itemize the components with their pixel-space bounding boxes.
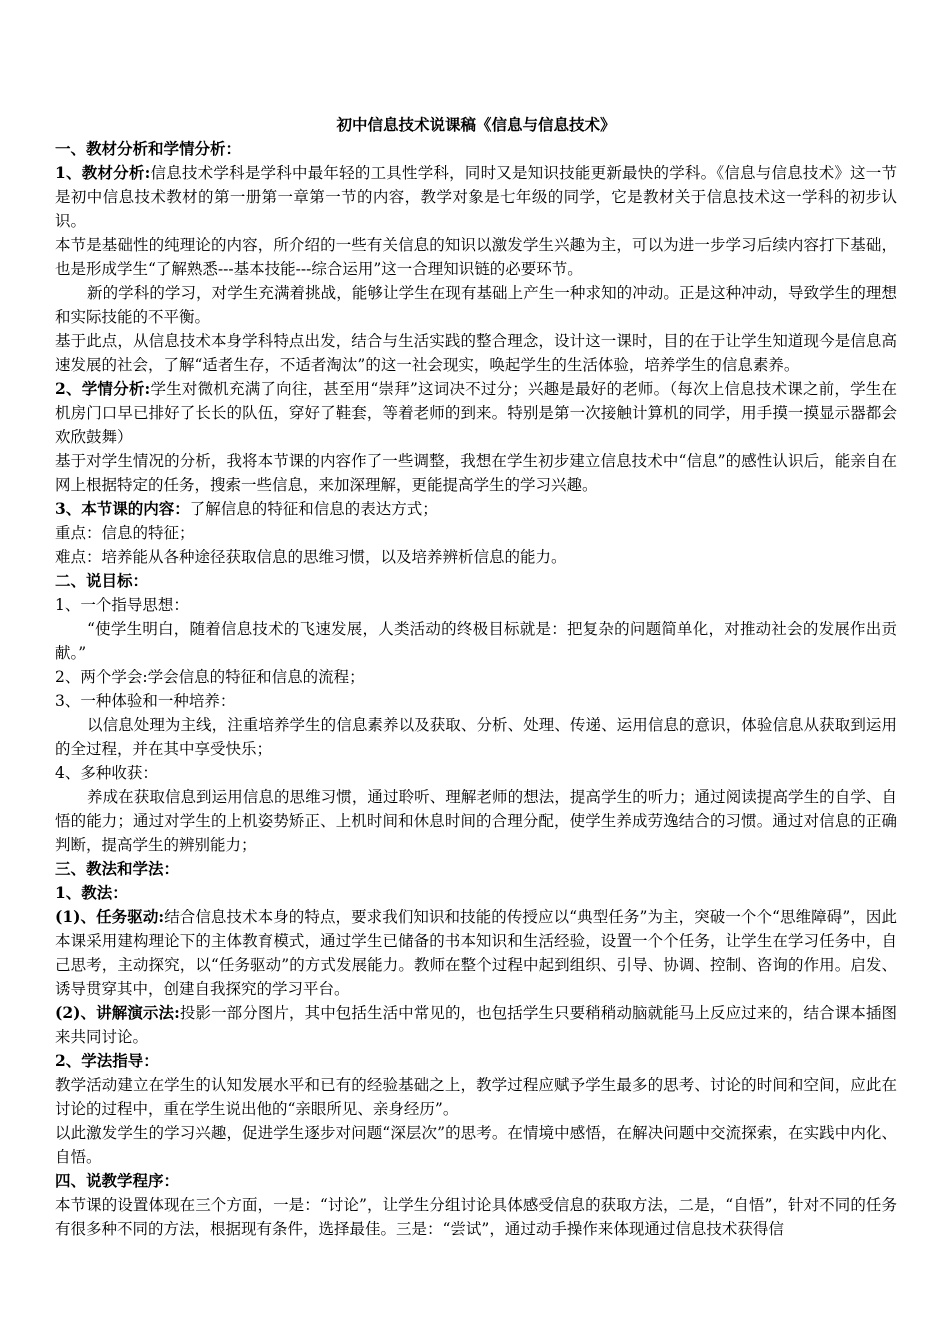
paragraph: (1)、任务驱动:结合信息技术本身的特点，要求我们知识和技能的传授应以“典型任务”为主，突破一个个“思维障碍”，因此本课采用建构理论下的主体教育模式，通过学生已储备的书本知识和生活经验，设置一个个任务，让学生在学习任务中，自己思考，主动探究，以“任务驱动”的方式发展能力。教师在整个过程中起到组织、引导、协调、控制、咨询的作用。启发、诱导贯穿其中，创建自我探究的学习平台。 [55,907,897,998]
document-body [55,113,897,1241]
paragraph: 1、教材分析:信息技术学科是学科中最年轻的工具性学科，同时又是知识技能更新最快的学科。《信息与信息技术》这一节是初中信息技术教材的第一册第一章第一节的内容，教学对象是七年级的同学，它是教材关于信息技术这一学科的初步认识。 [55,163,897,230]
document-title: 初中信息技术说课稿《信息与信息技术》 [336,115,616,134]
subheading: 2、学法指导： [55,1051,159,1070]
paragraph: 养成在获取信息到运用信息的思维习惯，通过聆听、理解老师的想法，提高学生的听力；通过阅读提高学生的自学、自悟的能力；通过对学生的上机姿势矫正、上机时间和休息时间的合理分配，使学生养成劳逸结合的习惯。通过对信息的正确判断，提高学生的辨别能力； [55,788,897,854]
subheading: 1、教法： [55,883,128,902]
list-item: 2、两个学会:学会信息的特征和信息的流程； [55,668,365,686]
paragraph: 基于此点，从信息技术本身学科特点出发，结合与生活实践的整合理念，设计这一课时，目的在于让学生知道现今是信息高速发展的社会，了解“适者生存，不适者淘汰”的这一社会现实，唤起学生的生活体验，培养学生的信息素养。 [55,332,897,374]
difficult-point: 难点：培养能从各种途径获取信息的思维习惯，以及培养辨析信息的能力。 [55,548,567,566]
list-item: 1、一个指导思想： [55,596,189,614]
paragraph: 2、学情分析:学生对微机充满了向往，甚至用“崇拜”这词决不过分；兴趣是最好的老师。（每次上信息技术课之前，学生在机房门口早已排好了长长的队伍，穿好了鞋套，等着老师的到来。特别是第一次接触计算机的同学，用手摸一摸显示器都会欢欣鼓舞） [55,379,897,446]
subheading-label: (2)、讲解演示法: [55,1003,180,1022]
section-heading-1: 一、教材分析和学情分析： [55,139,242,158]
key-point: 重点：信息的特征； [55,524,195,542]
paragraph: 本节课的设置体现在三个方面，一是：“讨论”，让学生分组讨论具体感受信息的获取方法，二是，“自悟”，针对不同的任务有很多种不同的方法，根据现有条件，选择最佳。三是：“尝试”，通过动手操作来体现通过信息技术获得信 [55,1196,897,1238]
paragraph: 教学活动建立在学生的认知发展水平和已有的经验基础之上，教学过程应赋予学生最多的思考、讨论的时间和空间，应此在讨论的过程中，重在学生说出他的“亲眼所见、亲身经历”。 [55,1076,897,1118]
subheading-label: 2、学情分析: [55,379,151,398]
paragraph: 本节是基础性的纯理论的内容，所介绍的一些有关信息的知识以激发学生兴趣为主，可以为进一步学习后续内容打下基础，也是形成学生“了解熟悉---基本技能---综合运用”这一合理知识链的必要环节。 [55,236,897,278]
subheading-label: 3、本节课的内容： [55,499,190,518]
section-heading-2: 二、说目标： [55,571,149,590]
section-heading-3: 三、教法和学法： [55,859,180,878]
subheading-label: 1、教材分析: [55,163,151,182]
paragraph: 3、本节课的内容：了解信息的特征和信息的表达方式； [55,499,438,518]
paragraph: “使学生明白，随着信息技术的飞速发展，人类活动的终极目标就是：把复杂的问题简单化，对推动社会的发展作出贡献。” [55,620,897,662]
paragraph: 基于对学生情况的分析，我将本节课的内容作了一些调整，我想在学生初步建立信息技术中“信息”的感性认识后，能亲自在网上根据特定的任务，搜索一些信息，来加深理解，更能提高学生的学习兴趣。 [55,452,897,494]
paragraph: (2)、讲解演示法:投影一部分图片，其中包括生活中常见的，也包括学生只要稍稍动脑就能马上反应过来的，结合课本插图来共同讨论。 [55,1003,897,1046]
paragraph: 新的学科的学习，对学生充满着挑战，能够让学生在现有基础上产生一种求知的冲动。正是这种冲动，导致学生的理想和实际技能的不平衡。 [55,284,897,326]
list-item: 4、多种收获： [55,764,158,782]
subheading-label: (1)、任务驱动: [55,907,165,926]
paragraph: 以信息处理为主线，注重培养学生的信息素养以及获取、分析、处理、传递、运用信息的意识，体验信息从获取到运用的全过程，并在其中享受快乐； [55,716,897,758]
paragraph: 以此激发学生的学习兴趣，促进学生逐步对问题“深层次”的思考。在情境中感悟，在解决问题中交流探索，在实践中内化、自悟。 [55,1124,897,1166]
list-item: 3、一种体验和一种培养： [55,692,236,710]
section-heading-4: 四、说教学程序： [55,1171,180,1190]
